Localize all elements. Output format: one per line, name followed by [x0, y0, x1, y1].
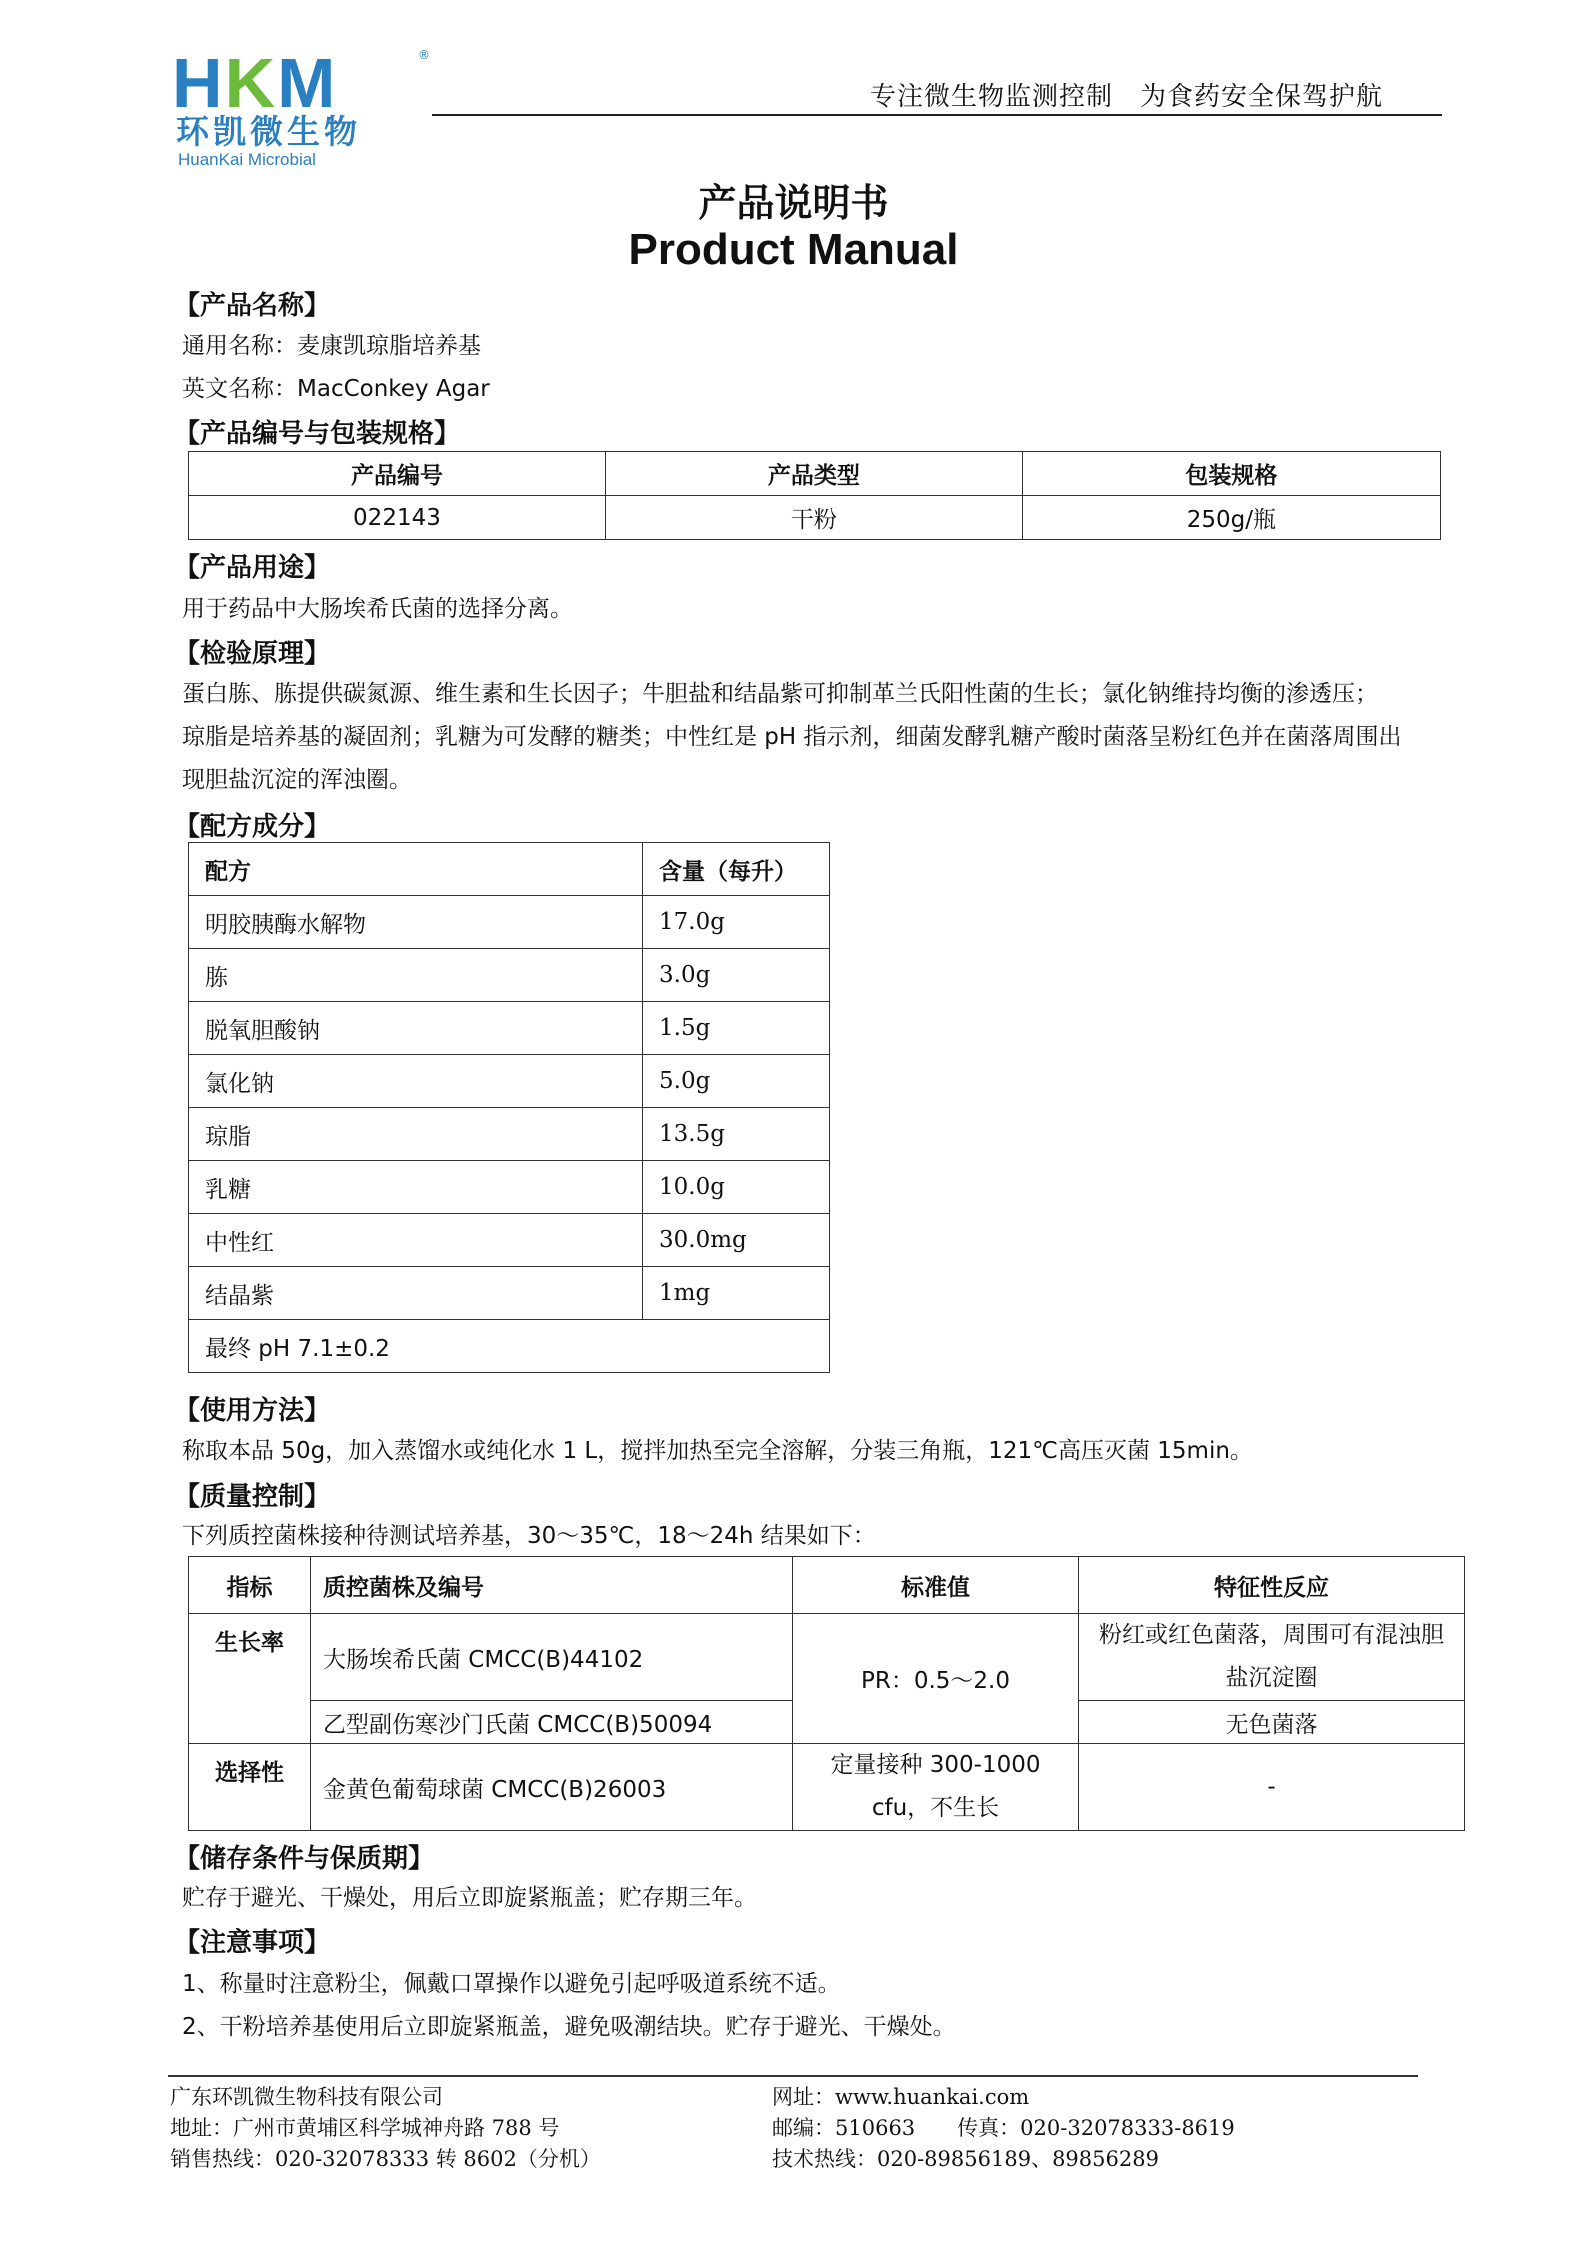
- final-ph: 最终 pH 7.1±0.2: [189, 1320, 830, 1373]
- common-name: 通用名称：麦康凯琼脂培养基: [182, 333, 481, 359]
- header-type: 产品类型: [605, 452, 1022, 496]
- amount: 17.0g: [643, 896, 830, 949]
- header-slogan: 专注微生物监测控制 为食药安全保驾护航: [870, 82, 1384, 112]
- product-type: 干粉: [605, 496, 1022, 540]
- amount: 30.0mg: [643, 1214, 830, 1267]
- select-standard: [793, 1744, 1079, 1831]
- header-strain: 质控菌株及编号: [311, 1557, 793, 1614]
- logo-mark: HKM: [172, 44, 338, 122]
- header-standard: 标准值: [793, 1557, 1079, 1614]
- select-reaction: -: [1079, 1744, 1465, 1831]
- ingredient: 脱氧胆酸钠: [189, 1002, 643, 1055]
- principle-line: 琼脂是培养基的凝固剂；乳糖为可发酵的糖类；中性红是 pH 指示剂，细菌发酵乳糖产酸时菌落呈粉红色并在菌落周围出: [182, 724, 1402, 750]
- product-code: 022143: [189, 496, 606, 540]
- principle-line: 现胆盐沉淀的浑浊圈。: [182, 767, 412, 793]
- logo-english-name: HuanKai Microbial: [178, 150, 316, 169]
- qc-intro: 下列质控菌株接种待测试培养基，30～35℃，18～24h 结果如下：: [182, 1523, 876, 1549]
- table-row: [189, 1161, 830, 1214]
- footer-postcode-fax: 邮编：510663 传真：020-32078333-8619: [772, 2116, 1235, 2140]
- ingredient: 明胶胰酶水解物: [189, 896, 643, 949]
- header-package: 包装规格: [1022, 452, 1440, 496]
- ingredient: 结晶紫: [189, 1267, 643, 1320]
- section-heading-qc: 【质量控制】: [174, 1482, 331, 1512]
- section-heading-code: 【产品编号与包装规格】: [174, 419, 461, 449]
- standard-line: cfu，不生长: [871, 1795, 1000, 1821]
- table-row: [189, 1108, 830, 1161]
- section-heading-principle: 【检验原理】: [174, 639, 331, 669]
- section-heading-name: 【产品名称】: [174, 291, 331, 321]
- amount: 1mg: [643, 1267, 830, 1320]
- header-ingredient: 配方: [189, 843, 643, 896]
- english-name: 英文名称：MacConkey Agar: [182, 376, 490, 402]
- footer-divider: [168, 2075, 1418, 2077]
- section-heading-storage: 【储存条件与保质期】: [174, 1844, 435, 1874]
- header-amount: 含量（每升）: [643, 843, 830, 896]
- header-indicator: 指标: [189, 1557, 311, 1614]
- section-heading-formula: 【配方成分】: [174, 812, 331, 842]
- ingredient: 中性红: [189, 1214, 643, 1267]
- company-logo: [172, 44, 432, 169]
- note-item: 2、干粉培养基使用后立即旋紧瓶盖，避免吸潮结块。贮存于避光、干燥处。: [182, 2014, 956, 2040]
- method-text: 称取本品 50g，加入蒸馏水或纯化水 1 L，搅拌加热至完全溶解，分装三角瓶，121℃高压灭菌 15min。: [182, 1438, 1253, 1464]
- header-reaction: 特征性反应: [1079, 1557, 1465, 1614]
- indicator-selectivity: 选择性: [189, 1744, 311, 1831]
- principle-line: 蛋白胨、胨提供碳氮源、维生素和生长因子；牛胆盐和结晶紫可抑制革兰氏阳性菌的生长；氯化钠维持均衡的渗透压；: [182, 681, 1378, 707]
- amount: 10.0g: [643, 1161, 830, 1214]
- section-heading-method: 【使用方法】: [174, 1396, 331, 1426]
- section-heading-use: 【产品用途】: [174, 553, 331, 583]
- amount: 13.5g: [643, 1108, 830, 1161]
- ingredient: 胨: [189, 949, 643, 1002]
- table-row: [189, 1267, 830, 1320]
- section-heading-notes: 【注意事项】: [174, 1928, 331, 1958]
- amount: 1.5g: [643, 1002, 830, 1055]
- footer-address: 地址：广州市黄埔区科学城神舟路 788 号: [170, 2116, 560, 2140]
- standard-line: 定量接种 300-1000: [830, 1752, 1041, 1778]
- footer-tech-hotline: 技术热线：020-89856189、89856289: [772, 2147, 1159, 2171]
- use-text: 用于药品中大肠埃希氏菌的选择分离。: [182, 596, 573, 622]
- strain-staph: 金黄色葡萄球菌 CMCC(B)26003: [311, 1744, 793, 1831]
- reaction-salmonella: 无色菌落: [1079, 1701, 1465, 1744]
- amount: 5.0g: [643, 1055, 830, 1108]
- strain-salmonella: 乙型副伤寒沙门氏菌 CMCC(B)50094: [311, 1701, 793, 1744]
- qc-table: [188, 1556, 1465, 1831]
- formula-table: [188, 842, 830, 1373]
- table-row: [189, 949, 830, 1002]
- note-item: 1、称量时注意粉尘，佩戴口罩操作以避免引起呼吸道系统不适。: [182, 1971, 841, 1997]
- ingredient: 乳糖: [189, 1161, 643, 1214]
- header-divider: [432, 114, 1442, 116]
- footer-company: 广东环凯微生物科技有限公司: [170, 2085, 443, 2109]
- growth-standard: PR：0.5～2.0: [793, 1614, 1079, 1744]
- package-table: [188, 451, 1441, 540]
- reaction-line: 粉红或红色菌落，周围可有混浊胆: [1099, 1622, 1444, 1648]
- reaction-ecoli: [1079, 1614, 1465, 1701]
- logo-chinese-name: 环凯微生物: [176, 112, 361, 151]
- footer-hotline: 销售热线：020-32078333 转 8602（分机）: [170, 2147, 601, 2171]
- amount: 3.0g: [643, 949, 830, 1002]
- table-row: [189, 1214, 830, 1267]
- footer-right: [772, 2082, 1235, 2175]
- table-row: [189, 1002, 830, 1055]
- table-row: [189, 896, 830, 949]
- package-spec: 250g/瓶: [1022, 496, 1440, 540]
- reaction-line: 盐沉淀圈: [1225, 1665, 1318, 1691]
- document-title-en: Product Manual: [628, 225, 959, 274]
- ingredient: 琼脂: [189, 1108, 643, 1161]
- ingredient: 氯化钠: [189, 1055, 643, 1108]
- indicator-growth: 生长率: [189, 1614, 311, 1744]
- footer-left: [170, 2082, 601, 2175]
- strain-ecoli: 大肠埃希氏菌 CMCC(B)44102: [311, 1614, 793, 1701]
- registered-mark: ®: [418, 48, 430, 62]
- document-title-cn: 产品说明书: [698, 181, 889, 225]
- table-row: [189, 1055, 830, 1108]
- header-code: 产品编号: [189, 452, 606, 496]
- footer-website: 网址：www.huankai.com: [772, 2085, 1030, 2109]
- storage-text: 贮存于避光、干燥处，用后立即旋紧瓶盖；贮存期三年。: [182, 1885, 757, 1911]
